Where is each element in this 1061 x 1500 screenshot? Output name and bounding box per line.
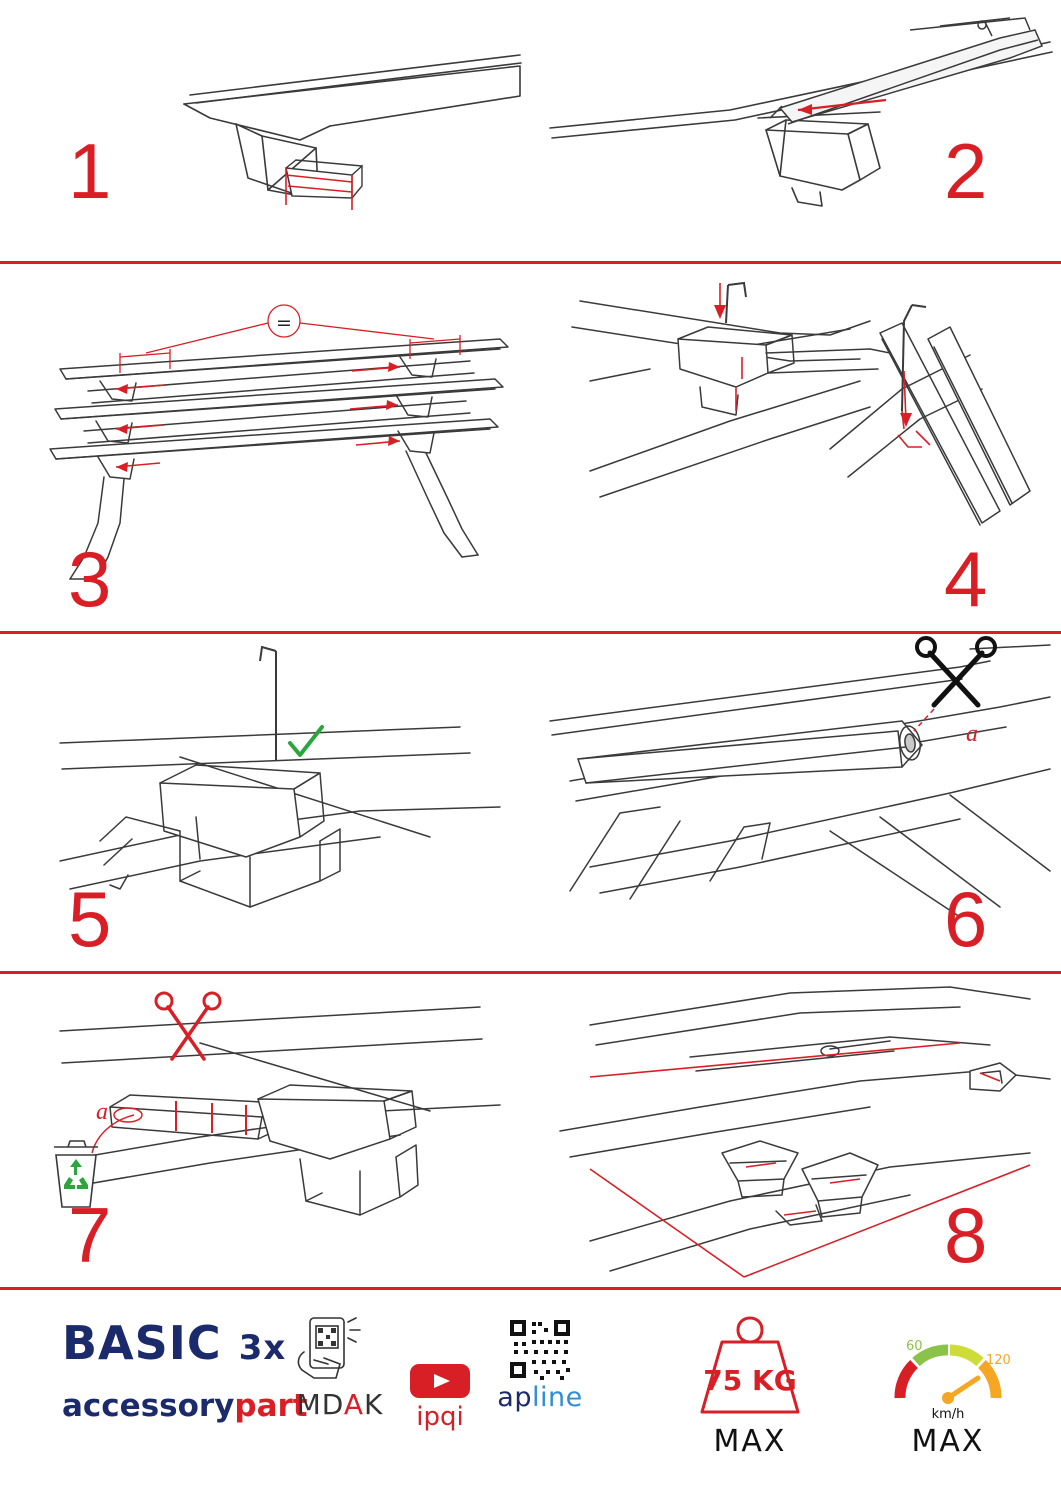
footer [0,1290,1061,1500]
product-quantity-label: 3x [238,1328,287,1368]
qr-code-icon [480,1316,600,1382]
step-number-8: 8 [944,1191,986,1279]
step-number-3: 3 [68,535,110,623]
step-number-7: 7 [68,1191,110,1279]
mdak-text-accent: A [343,1388,364,1421]
weight-icon [660,1302,840,1422]
step-number-2: 2 [944,127,986,215]
product-line-name [62,1318,308,1373]
apline-text-before: ap [497,1382,532,1413]
mdak-wordmark [284,1388,396,1421]
company-name [62,1387,308,1425]
product-line-label: BASIC [62,1316,222,1370]
brand-block [62,1318,308,1425]
company-name-first: accessory [62,1388,235,1424]
ipqi-wordmark: ipqi [416,1402,464,1432]
max-load-caption: MAX [713,1424,787,1459]
max-speed-caption: MAX [911,1424,985,1459]
company-name-second: part [234,1388,308,1424]
youtube-icon [400,1360,480,1402]
step-number-1: 1 [68,127,110,215]
apline-logo [480,1316,600,1413]
label-a-step7: a [96,1099,108,1125]
max-load-value: 75 KG [703,1364,797,1397]
label-a-step6: a [966,721,978,747]
speed-tick-120: 120 [986,1353,1011,1368]
step-number-5: 5 [68,875,110,963]
speedometer-icon [858,1302,1038,1422]
mdak-logo [284,1316,396,1421]
speed-tick-60: 60 [906,1339,923,1354]
step-number-6: 6 [944,875,986,963]
qr-scan-hand-icon [284,1316,396,1382]
apline-text-accent: line [531,1382,583,1413]
mdak-text-after: K [364,1388,384,1421]
apline-wordmark [480,1382,600,1413]
max-load-block [660,1302,840,1459]
ipqi-logo [400,1360,480,1432]
speed-unit-label: km/h [931,1407,965,1422]
mdak-text-before: MD [296,1388,344,1421]
max-speed-block [858,1302,1038,1459]
step-number-4: 4 [944,535,986,623]
svg-text:=: = [276,312,292,334]
